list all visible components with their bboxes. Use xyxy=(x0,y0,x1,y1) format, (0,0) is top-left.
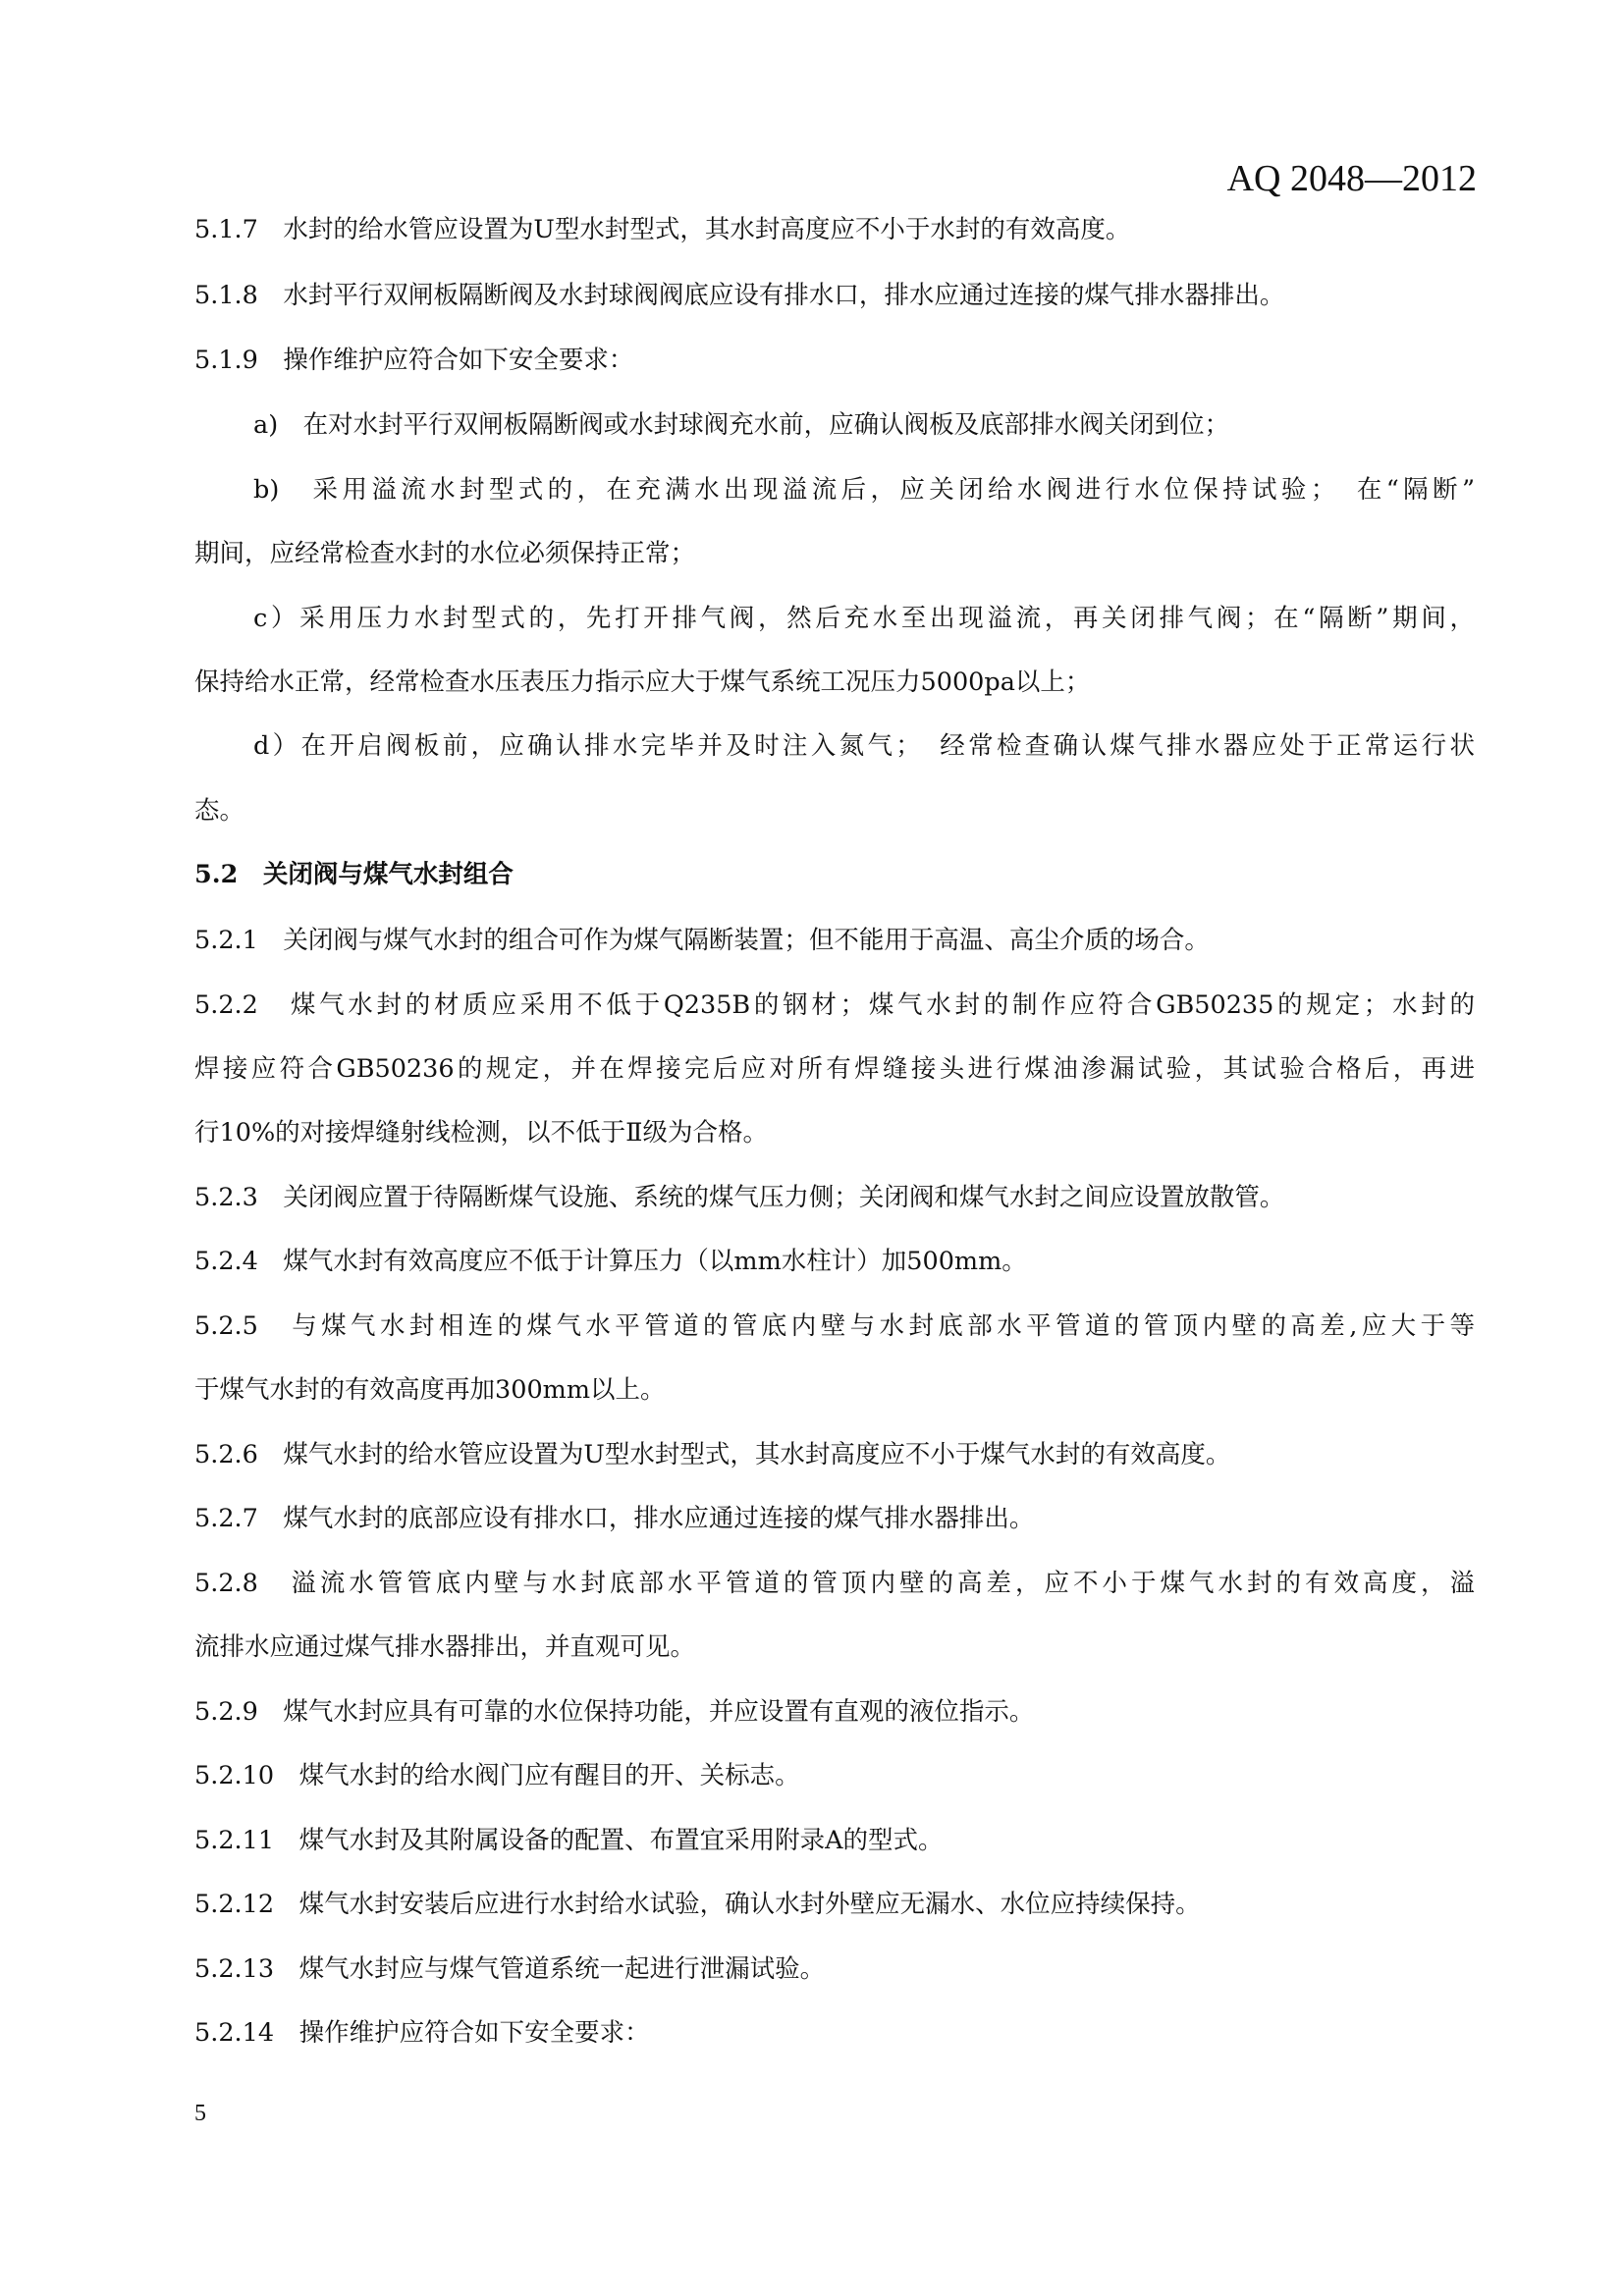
clause-5-2-4: 5.2.4 煤气水封有效高度应不低于计算压力（以mm水柱计）加500mm。 xyxy=(194,1247,1027,1276)
clause-5-2-14: 5.2.14 操作维护应符合如下安全要求： xyxy=(194,2018,650,2048)
clause-5-2-6: 5.2.6 煤气水封的给水管应设置为U型水封型式，其水封高度应不小于煤气水封的有效高度。 xyxy=(194,1440,1231,1469)
page-number: 5 xyxy=(194,2101,206,2126)
clause-5-2-2-line-2: 焊接应符合GB50236的规定，并在焊接完后应对所有焊缝接头进行煤油渗漏试验，其试验合格后，再进 xyxy=(194,1054,1475,1084)
clause-5-1-7: 5.1.7 水封的给水管应设置为U型水封型式，其水封高度应不小于水封的有效高度。 xyxy=(194,215,1131,244)
clause-5-2-5-line-2: 于煤气水封的有效高度再加300mm以上。 xyxy=(194,1375,666,1405)
item-a: a) 在对水封平行双闸板隔断阀或水封球阀充水前，应确认阀板及底部排水阀关闭到位； xyxy=(253,410,1230,440)
clause-5-1-9: 5.1.9 操作维护应符合如下安全要求： xyxy=(194,346,634,375)
item-c-line-1: c）采用压力水封型式的，先打开排气阀，然后充水至出现溢流，再关闭排气阀；在“隔断”期间， xyxy=(253,604,1475,633)
section-heading-5-2: 5.2 关闭阀与煤气水封组合 xyxy=(194,860,514,889)
clause-5-2-8-line-2: 流排水应通过煤气排水器排出，并直观可见。 xyxy=(194,1632,696,1662)
clause-5-2-10: 5.2.10 煤气水封的给水阀门应有醒目的开、关标志。 xyxy=(194,1761,800,1790)
clause-5-2-5-line-1: 5.2.5 与煤气水封相连的煤气水平管道的管底内壁与水封底部水平管道的管顶内壁的高差,应大于等 xyxy=(194,1311,1475,1341)
item-c-line-2: 保持给水正常，经常检查水压表压力指示应大于煤气系统工况压力5000pa以上； xyxy=(194,667,1091,697)
clause-5-1-8: 5.1.8 水封平行双闸板隔断阀及水封球阀阀底应设有排水口，排水应通过连接的煤气排水器排出。 xyxy=(194,281,1285,310)
item-d-line-1: d）在开启阀板前，应确认排水完毕并及时注入氮气； 经常检查确认煤气排水器应处于正常运行状 xyxy=(253,731,1475,761)
clause-5-2-2-line-3: 行10%的对接焊缝射线检测，以不低于Ⅱ级为合格。 xyxy=(194,1118,769,1148)
item-b-line-1: b) 采用溢流水封型式的，在充满水出现溢流后，应关闭给水阀进行水位保持试验； 在“隔断” xyxy=(253,475,1475,505)
item-b-line-2: 期间，应经常检查水封的水位必须保持正常； xyxy=(194,539,696,568)
clause-5-2-12: 5.2.12 煤气水封安装后应进行水封给水试验，确认水封外壁应无漏水、水位应持续保持。 xyxy=(194,1890,1201,1919)
clause-5-2-8-line-1: 5.2.8 溢流水管管底内壁与水封底部水平管道的管顶内壁的高差，应不小于煤气水封的有效高度，溢 xyxy=(194,1569,1475,1598)
standard-number: AQ 2048—2012 xyxy=(1226,158,1477,199)
item-d-line-2: 态。 xyxy=(194,796,245,826)
clause-5-2-13: 5.2.13 煤气水封应与煤气管道系统一起进行泄漏试验。 xyxy=(194,1954,826,1984)
clause-5-2-2-line-1: 5.2.2 煤气水封的材质应采用不低于Q235B的钢材；煤气水封的制作应符合GB50235的规定；水封的 xyxy=(194,990,1475,1020)
clause-5-2-1: 5.2.1 关闭阀与煤气水封的组合可作为煤气隔断装置；但不能用于高温、高尘介质的场合。 xyxy=(194,926,1210,955)
clause-5-2-9: 5.2.9 煤气水封应具有可靠的水位保持功能，并应设置有直观的液位指示。 xyxy=(194,1697,1035,1727)
clause-5-2-11: 5.2.11 煤气水封及其附属设备的配置、布置宜采用附录A的型式。 xyxy=(194,1826,944,1855)
clause-5-2-3: 5.2.3 关闭阀应置于待隔断煤气设施、系统的煤气压力侧；关闭阀和煤气水封之间应设置放散管。 xyxy=(194,1183,1285,1212)
clause-5-2-7: 5.2.7 煤气水封的底部应设有排水口，排水应通过连接的煤气排水器排出。 xyxy=(194,1504,1035,1533)
